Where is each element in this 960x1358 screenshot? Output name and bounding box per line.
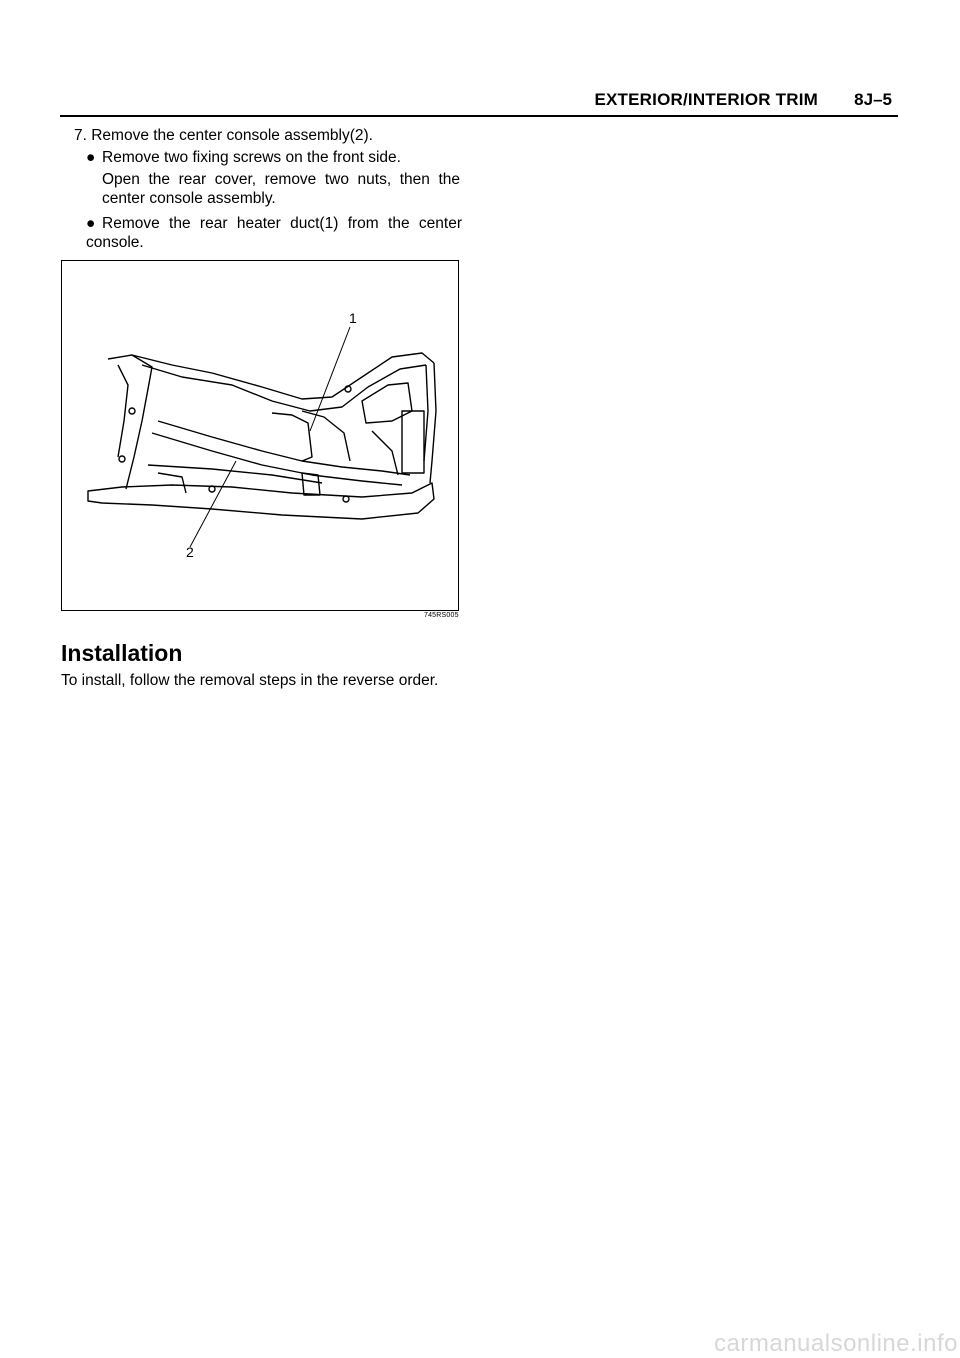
step-7-heading: 7. Remove the center console assembly(2).	[74, 127, 373, 144]
callout-2: 2	[186, 544, 194, 560]
page-number: 8J–5	[854, 90, 892, 109]
console-illustration	[62, 261, 458, 610]
figure-code: 745RS005	[424, 612, 459, 619]
installation-title: Installation	[61, 640, 183, 666]
step-note: Open the rear cover, remove two nuts, then the center console assembly.	[102, 171, 460, 207]
bullet-text: Remove two fixing screws on the front side.	[102, 149, 401, 166]
section-title: EXTERIOR/INTERIOR TRIM	[594, 90, 818, 109]
bullet-icon: ●	[86, 215, 96, 232]
bullet-text: Remove the rear heater duct(1) from the center console.	[86, 215, 462, 251]
bullet-item	[86, 214, 462, 252]
bullet-item	[86, 148, 462, 167]
center-console-figure	[61, 260, 459, 611]
callout-1: 1	[349, 310, 357, 326]
installation-text: To install, follow the removal steps in the reverse order.	[61, 672, 439, 689]
bullet-icon: ●	[86, 149, 96, 166]
watermark: carmanualsonline.info	[714, 1330, 958, 1357]
page-header	[60, 88, 898, 117]
